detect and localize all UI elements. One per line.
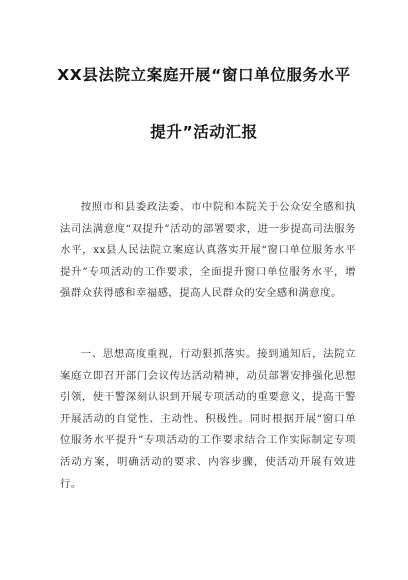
document-title-line-2: 提升”活动汇报 [150, 123, 258, 141]
document-title-line-1: XX县法院立案庭开展“窗口单位服务水平 [57, 66, 351, 84]
body-paragraph-intro: 按照市和县委政法委、市中院和本院关于公众安全感和执法司法满意度“双提升”活动的部署要求，进一步提高司法服务水平，xx县人民法院立案庭认真落实开展“窗口单位服务水平提升”专项活动的工作要求，全面提升窗口单位服务水平，增强群众获得感和幸福感，提高人民群众的安全感和满意度。 [60, 201, 356, 300]
body-paragraph-section-1: 一、思想高度重视，行动狠抓落实。接到通知后，法院立案庭立即召开部门会议传达活动精神，动员部署安排强化思想引领，使干警深刻认识到开展专项活动的重要意义，提高干警开展活动的自觉性、主动性、积极性。同时根据开展“窗口单位服务水平提升”专项活动的工作要求结合工作实际制定专项活动方案，明确活动的要求、内容步骤，使活动开展有效进行。 [60, 348, 356, 490]
